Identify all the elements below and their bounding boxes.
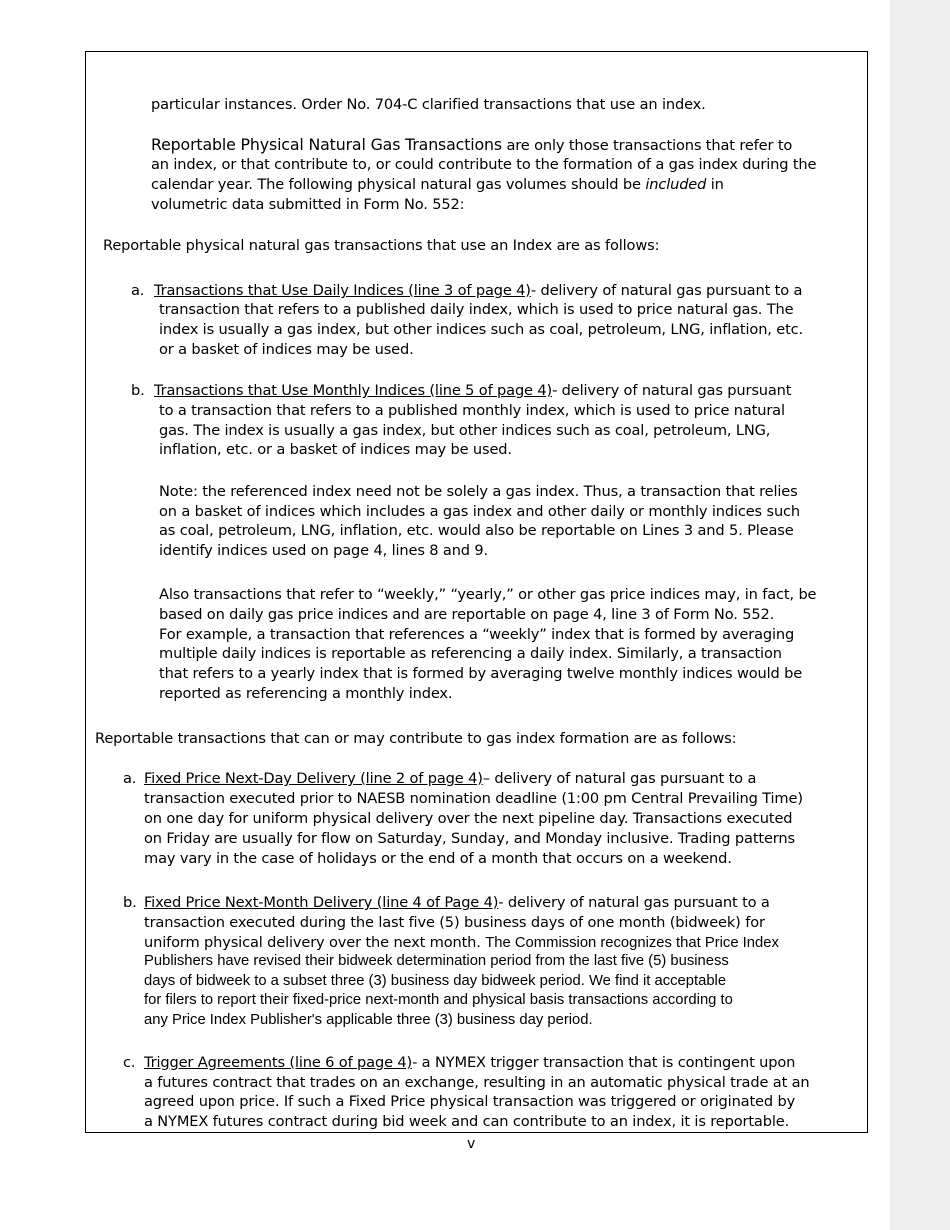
definition-line-3b: in bbox=[706, 176, 724, 193]
item2-b-line-3b: The Commission recognizes that Price Index bbox=[485, 935, 779, 951]
item2-c-title: Trigger Agreements (line 6 of page 4) bbox=[144, 1054, 413, 1071]
item2-c-line-2: a futures contract that trades on an exchange, resulting in an automatic physical trade at an bbox=[144, 1074, 810, 1091]
definition-line-1-rest: are only those transactions that refer to bbox=[501, 137, 793, 154]
item2-b-marker: b. bbox=[123, 894, 137, 911]
item2-c-line-4: a NYMEX futures contract during bid week and can contribute to an index, it is reportable. bbox=[144, 1113, 790, 1130]
note-line-2: on a basket of indices which includes a gas index and other daily or monthly indices such bbox=[159, 503, 801, 520]
item2-b-title: Fixed Price Next-Month Delivery (line 4 of Page 4) bbox=[144, 894, 499, 911]
item2-a-line-1 bbox=[144, 769, 756, 789]
also-line-3: For example, a transaction that references a “weekly” index that is formed by averaging bbox=[159, 626, 795, 643]
intro-line: particular instances. Order No. 704-C clarified transactions that use an index. bbox=[151, 96, 706, 113]
also-line-4: multiple daily indices is reportable as referencing a daily index. Similarly, a transaction bbox=[159, 645, 782, 662]
definition-line-1 bbox=[151, 135, 792, 156]
item2-b-line-1-rest: - delivery of natural gas pursuant to a bbox=[498, 894, 770, 911]
item2-c-marker: c. bbox=[123, 1054, 136, 1071]
right-gray-margin bbox=[890, 0, 950, 1230]
item2-c-line-3: agreed upon price. If such a Fixed Price physical transaction was triggered or originated by bbox=[144, 1093, 796, 1110]
also-line-5: that refers to a yearly index that is formed by averaging twelve monthly indices would be bbox=[159, 665, 803, 682]
item-b-line-2: to a transaction that refers to a published monthly index, which is used to price natural bbox=[159, 402, 785, 419]
also-line-6: reported as referencing a monthly index. bbox=[159, 685, 453, 702]
definition-line-2: an index, or that contribute to, or could contribute to the formation of a gas index during the bbox=[151, 156, 817, 173]
item-a-title: Transactions that Use Daily Indices (line 3 of page 4) bbox=[154, 282, 531, 299]
item-a-line-1-rest: - delivery of natural gas pursuant to a bbox=[530, 282, 803, 299]
item2-a-line-5: may vary in the case of holidays or the end of a month that occurs on a weekend. bbox=[144, 850, 732, 867]
definition-line-4: volumetric data submitted in Form No. 552: bbox=[151, 196, 465, 213]
item2-b-line-2: transaction executed during the last five (5) business days of one month (bidweek) for bbox=[144, 914, 765, 931]
item2-a-line-3: on one day for uniform physical delivery over the next pipeline day. Transactions executed bbox=[144, 810, 793, 827]
item2-b-line-1 bbox=[144, 893, 770, 913]
definition-emphasis: included bbox=[645, 176, 707, 193]
note-line-3: as coal, petroleum, LNG, inflation, etc. would also be reportable on Lines 3 and 5. Please bbox=[159, 522, 794, 539]
definition-line-3 bbox=[151, 175, 724, 195]
item2-b-line-6: for filers to report their fixed-price next-month and physical basis transactions according to bbox=[144, 992, 733, 1008]
item2-b-line-3a: uniform physical delivery over the next month. bbox=[144, 934, 486, 951]
item2-c-line-1-rest: - a NYMEX trigger transaction that is contingent upon bbox=[412, 1054, 796, 1071]
item2-b-line-7: any Price Index Publisher's applicable three (3) business day period. bbox=[144, 1012, 593, 1028]
item2-a-line-2: transaction executed prior to NAESB nomination deadline (1:00 pm Central Prevailing Time) bbox=[144, 790, 803, 807]
section-2-heading: Reportable transactions that can or may contribute to gas index formation are as follows: bbox=[95, 730, 737, 747]
item-b-line-1-rest: - delivery of natural gas pursuant bbox=[552, 382, 792, 399]
item-b-marker: b. bbox=[131, 382, 145, 399]
item-b-line-4: inflation, etc. or a basket of indices may be used. bbox=[159, 441, 512, 458]
item-a-line-2: transaction that refers to a published daily index, which is used to price natural gas. The bbox=[159, 301, 794, 318]
also-line-2: based on daily gas price indices and are reportable on page 4, line 3 of Form No. 552. bbox=[159, 606, 775, 623]
page-number: v bbox=[467, 1136, 476, 1152]
item2-a-marker: a. bbox=[123, 770, 137, 787]
item2-a-title: Fixed Price Next-Day Delivery (line 2 of page 4) bbox=[144, 770, 483, 787]
item-a-marker: a. bbox=[131, 282, 145, 299]
item-a-line-1 bbox=[154, 281, 802, 301]
item2-b-line-5: days of bidweek to a subset three (3) business day bidweek period. We find it acceptable bbox=[144, 973, 727, 989]
note-line-1: Note: the referenced index need not be solely a gas index. Thus, a transaction that relies bbox=[159, 483, 798, 500]
definition-line-3a: calendar year. The following physical natural gas volumes should be bbox=[151, 176, 646, 193]
item2-b-line-4: Publishers have revised their bidweek determination period from the last five (5) business bbox=[144, 953, 729, 969]
item-a-line-3: index is usually a gas index, but other indices such as coal, petroleum, LNG, inflation, etc. bbox=[159, 321, 804, 338]
note-line-4: identify indices used on page 4, lines 8 and 9. bbox=[159, 542, 489, 559]
section-1-heading: Reportable physical natural gas transactions that use an Index are as follows: bbox=[103, 237, 660, 254]
definition-lead-term: Reportable Physical Natural Gas Transactions bbox=[151, 135, 502, 154]
item-b-line-3: gas. The index is usually a gas index, but other indices such as coal, petroleum, LNG, bbox=[159, 422, 771, 439]
item-b-title: Transactions that Use Monthly Indices (line 5 of page 4) bbox=[154, 382, 553, 399]
item2-c-line-1 bbox=[144, 1053, 795, 1073]
also-line-1: Also transactions that refer to “weekly,” “yearly,” or other gas price indices may, in fact, be bbox=[159, 586, 817, 603]
item-a-line-4: or a basket of indices may be used. bbox=[159, 341, 414, 358]
item-b-line-1 bbox=[154, 381, 791, 401]
item2-a-line-4: on Friday are usually for flow on Saturday, Sunday, and Monday inclusive. Trading patterns bbox=[144, 830, 795, 847]
item2-a-line-1-rest: – delivery of natural gas pursuant to a bbox=[482, 770, 757, 787]
item2-b-line-3 bbox=[144, 933, 779, 954]
